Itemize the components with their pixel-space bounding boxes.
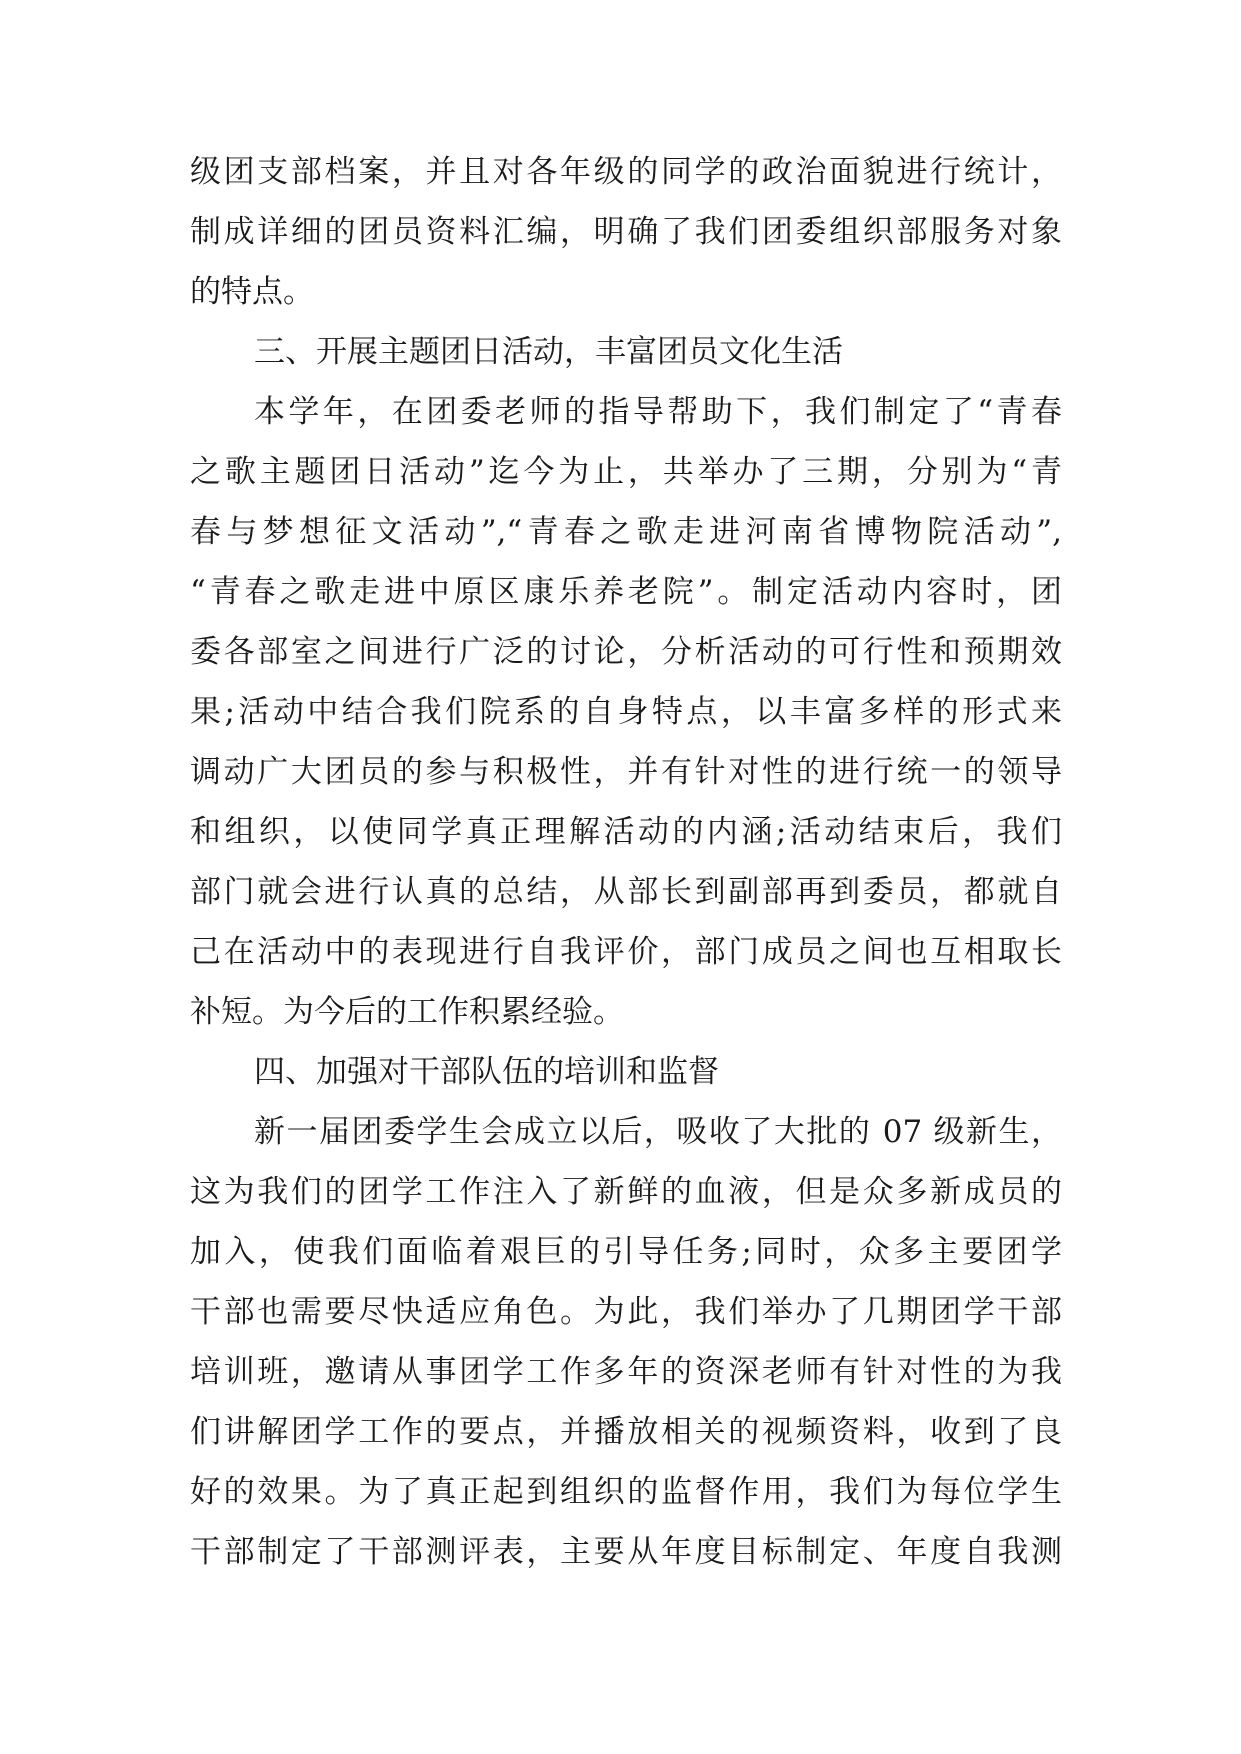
text-line: 干部也需要尽快适应角色。为此，我们举办了几期团学干部 — [190, 1294, 1062, 1330]
text-line: 委各部室之间进行广泛的讨论，分析活动的可行性和预期效 — [190, 634, 1062, 670]
text-line: 这为我们的团学工作注入了新鲜的血液，但是众多新成员的 — [190, 1174, 1062, 1210]
text-line: 之歌主题团日活动”迄今为止，共举办了三期，分别为“青 — [190, 454, 1062, 490]
text-line: 部门就会进行认真的总结，从部长到副部再到委员，都就自 — [190, 874, 1062, 910]
text-line: 春与梦想征文活动”,“青春之歌走进河南省博物院活动”, — [190, 514, 1062, 550]
text-line: 新一届团委学生会成立以后，吸收了大批的 07 级新生， — [254, 1114, 1062, 1150]
text-line: 们讲解团学工作的要点，并播放相关的视频资料，收到了良 — [190, 1414, 1062, 1450]
text-line: 补短。为今后的工作积累经验。 — [190, 994, 624, 1030]
text-line: 果;活动中结合我们院系的自身特点，以丰富多样的形式来 — [190, 694, 1062, 730]
section-heading: 四、加强对干部队伍的培训和监督 — [254, 1054, 719, 1090]
text-line: 和组织，以使同学真正理解活动的内涵;活动结束后，我们 — [190, 814, 1062, 850]
text-line: 干部制定了干部测评表，主要从年度目标制定、年度自我测 — [190, 1534, 1062, 1570]
section-heading: 三、开展主题团日活动，丰富团员文化生活 — [254, 334, 843, 370]
text-line: 调动广大团员的参与积极性，并有针对性的进行统一的领导 — [190, 754, 1062, 790]
text-line: 好的效果。为了真正起到组织的监督作用，我们为每位学生 — [190, 1474, 1062, 1510]
text-line: 的特点。 — [190, 274, 314, 310]
text-line: 培训班，邀请从事团学工作多年的资深老师有针对性的为我 — [190, 1354, 1062, 1390]
text-line: 本学年，在团委老师的指导帮助下，我们制定了“青春 — [254, 394, 1062, 430]
text-line: 制成详细的团员资料汇编，明确了我们团委组织部服务对象 — [190, 214, 1062, 250]
text-line: “青春之歌走进中原区康乐养老院”。制定活动内容时，团 — [190, 574, 1062, 610]
text-line: 级团支部档案，并且对各年级的同学的政治面貌进行统计， — [190, 154, 1062, 190]
text-line: 己在活动中的表现进行自我评价，部门成员之间也互相取长 — [190, 934, 1062, 970]
text-line: 加入，使我们面临着艰巨的引导任务;同时，众多主要团学 — [190, 1234, 1062, 1270]
